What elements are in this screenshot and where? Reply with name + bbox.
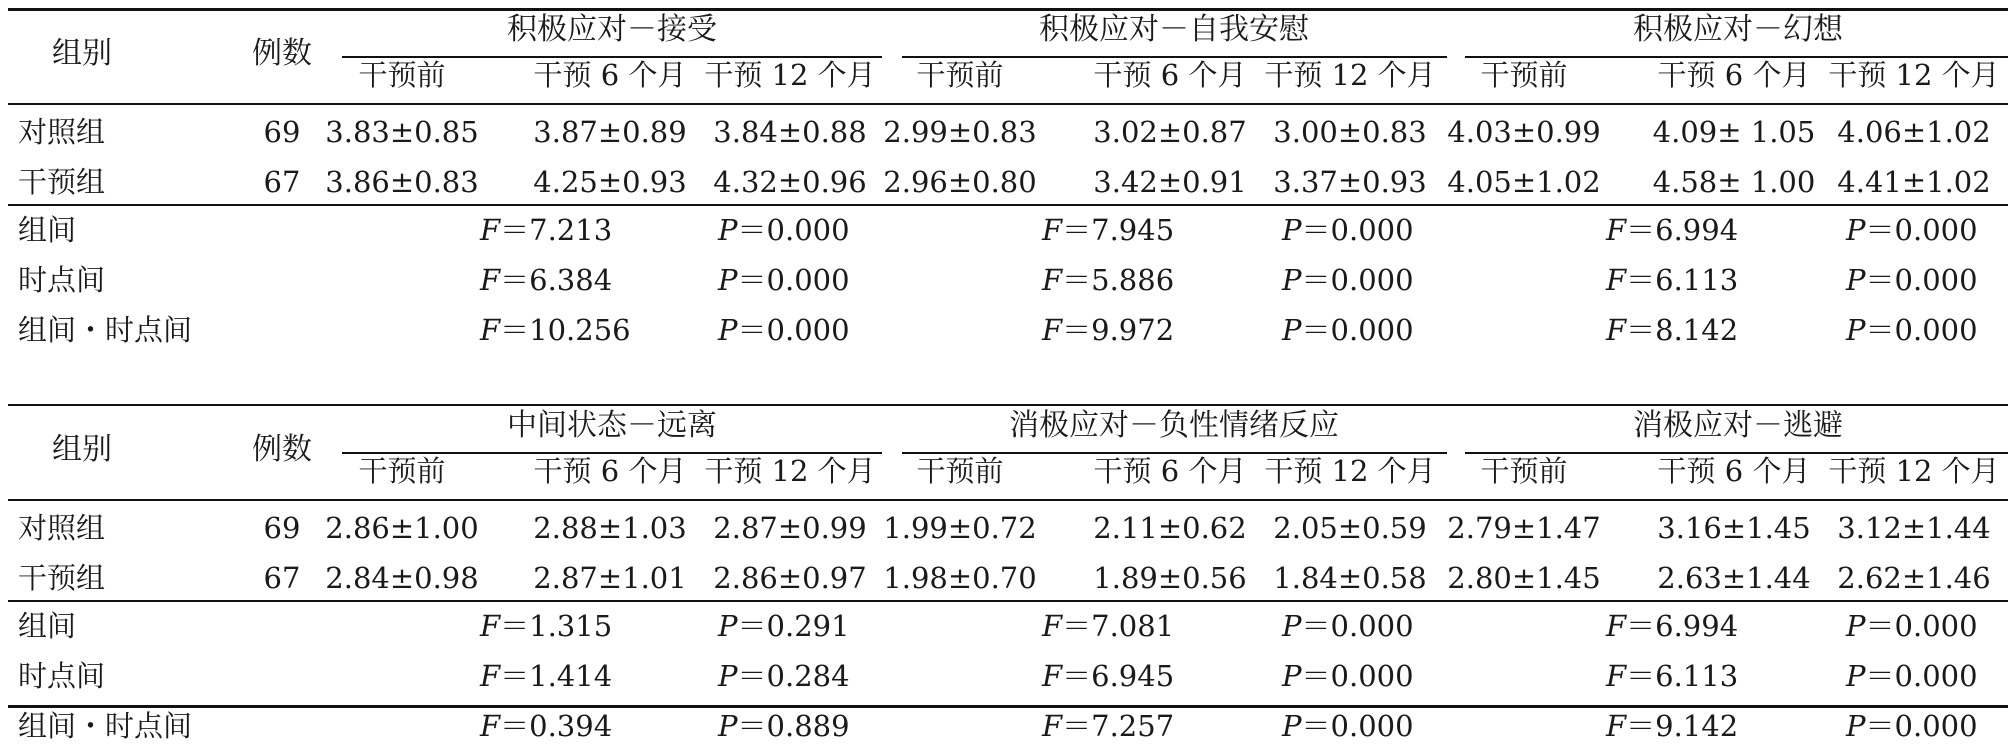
f-symbol: F — [480, 213, 501, 247]
f-symbol: F — [480, 609, 501, 643]
mean-sd-value: 3.00±0.83 — [1273, 115, 1427, 149]
p-value — [1846, 606, 1978, 646]
mean-sd-value: 3.42±0.91 — [1093, 165, 1247, 199]
time-point-label: 干预 12 个月 — [1828, 58, 2000, 92]
f-statistic — [1042, 310, 1174, 350]
f-symbol: F — [1042, 313, 1063, 347]
time-point-label: 干预前 — [916, 58, 1004, 92]
row-label: 干预组 — [18, 561, 106, 595]
equals-sign: ＝ — [1865, 659, 1895, 693]
f-statistic — [1606, 310, 1738, 350]
mean-sd-value: 3.16±1.45 — [1657, 511, 1811, 545]
p-value-number: 0.000 — [1330, 709, 1414, 743]
f-value: 9.972 — [1091, 313, 1175, 347]
time-point-label: 干预 6 个月 — [1093, 58, 1247, 92]
mean-sd-value: 3.86±0.83 — [325, 165, 479, 199]
p-symbol: P — [1846, 659, 1866, 693]
f-statistic — [1042, 656, 1174, 696]
p-symbol: P — [1282, 213, 1302, 247]
f-symbol: F — [480, 659, 501, 693]
f-statistic — [1606, 210, 1738, 250]
mean-sd-value: 2.87±1.01 — [533, 561, 687, 595]
stats-row-label: 组间 — [18, 609, 77, 643]
group-title: 消极应对－负性情绪反应 — [1009, 408, 1339, 443]
equals-sign: ＝ — [1301, 263, 1331, 297]
mean-sd-value: 2.88±1.03 — [533, 511, 687, 545]
p-symbol: P — [1282, 659, 1302, 693]
f-value: 6.994 — [1655, 609, 1739, 643]
f-symbol: F — [1042, 263, 1063, 297]
mean-sd-value: 2.86±1.00 — [325, 511, 479, 545]
equals-sign: ＝ — [1062, 709, 1092, 743]
mean-sd-value: 2.80±1.45 — [1447, 561, 1601, 595]
p-value — [1846, 210, 1978, 250]
equals-sign: ＝ — [1062, 263, 1092, 297]
mean-sd-value: 1.89±0.56 — [1093, 561, 1247, 595]
mean-sd-value: 2.62±1.46 — [1837, 561, 1991, 595]
equals-sign: ＝ — [737, 313, 767, 347]
f-value: 6.384 — [529, 263, 613, 297]
p-value-number: 0.889 — [766, 709, 850, 743]
f-symbol: F — [1606, 263, 1627, 297]
f-statistic — [1606, 706, 1738, 746]
column-header-group: 组别 — [52, 432, 112, 467]
f-value: 6.113 — [1655, 659, 1739, 693]
column-header-count: 例数 — [252, 36, 312, 71]
p-value — [1282, 260, 1414, 300]
p-symbol: P — [1846, 313, 1866, 347]
f-symbol: F — [1042, 709, 1063, 743]
f-value: 8.142 — [1655, 313, 1739, 347]
mean-sd-value: 2.99±0.83 — [883, 115, 1037, 149]
equals-sign: ＝ — [1301, 709, 1331, 743]
mean-sd-value: 4.25±0.93 — [533, 165, 687, 199]
p-value-number: 0.000 — [1330, 213, 1414, 247]
mean-sd-value: 2.96±0.80 — [883, 165, 1037, 199]
equals-sign: ＝ — [1062, 213, 1092, 247]
f-symbol: F — [1042, 609, 1063, 643]
mean-sd-value: 4.05±1.02 — [1447, 165, 1601, 199]
time-point-label: 干预 12 个月 — [1264, 454, 1436, 488]
p-value-number: 0.000 — [766, 213, 850, 247]
f-statistic — [480, 656, 612, 696]
p-symbol: P — [1282, 263, 1302, 297]
f-statistic — [480, 706, 612, 746]
p-symbol: P — [1282, 313, 1302, 347]
time-point-label: 干预前 — [358, 58, 446, 92]
p-symbol: P — [1846, 709, 1866, 743]
p-value — [718, 310, 850, 350]
equals-sign: ＝ — [1301, 313, 1331, 347]
mean-sd-value: 4.32±0.96 — [713, 165, 867, 199]
equals-sign: ＝ — [1062, 609, 1092, 643]
time-point-label: 干预 12 个月 — [1264, 58, 1436, 92]
equals-sign: ＝ — [1865, 313, 1895, 347]
f-value: 1.315 — [529, 609, 613, 643]
stats-top-rule — [8, 600, 2008, 602]
sample-size: 67 — [263, 165, 301, 199]
mean-sd-value: 3.02±0.87 — [1093, 115, 1247, 149]
mean-sd-value: 4.41±1.02 — [1837, 165, 1991, 199]
group-title: 积极应对－自我安慰 — [1039, 12, 1309, 47]
f-symbol: F — [1606, 709, 1627, 743]
f-statistic — [1606, 260, 1738, 300]
equals-sign: ＝ — [500, 263, 530, 297]
stats-row-label: 时点间 — [18, 659, 106, 693]
f-statistic — [1042, 260, 1174, 300]
header-bottom-rule — [8, 103, 2008, 105]
table-bottom-rule — [8, 705, 2008, 708]
mean-sd-value: 2.79±1.47 — [1447, 511, 1601, 545]
equals-sign: ＝ — [737, 213, 767, 247]
equals-sign: ＝ — [500, 659, 530, 693]
mean-sd-value: 3.12±1.44 — [1837, 511, 1991, 545]
stats-row-label: 组间・时点间 — [18, 709, 193, 743]
f-value: 7.081 — [1091, 609, 1175, 643]
p-value-number: 0.000 — [1330, 313, 1414, 347]
column-header-count: 例数 — [252, 432, 312, 467]
mean-sd-value: 4.06±1.02 — [1837, 115, 1991, 149]
time-point-label: 干预前 — [1480, 58, 1568, 92]
f-statistic — [1606, 656, 1738, 696]
mean-sd-value: 2.11±0.62 — [1093, 511, 1247, 545]
column-header-group: 组别 — [52, 36, 112, 71]
mean-sd-value: 3.37±0.93 — [1273, 165, 1427, 199]
group-title: 积极应对－接受 — [507, 12, 717, 47]
p-value-number: 0.000 — [1330, 609, 1414, 643]
p-symbol: P — [1846, 609, 1866, 643]
stats-row-label: 组间・时点间 — [18, 313, 193, 347]
p-value — [718, 706, 850, 746]
p-value-number: 0.284 — [766, 659, 850, 693]
equals-sign: ＝ — [1865, 609, 1895, 643]
p-value — [1282, 706, 1414, 746]
header-bottom-rule — [8, 499, 2008, 501]
mean-sd-value: 3.83±0.85 — [325, 115, 479, 149]
mean-sd-value: 2.63±1.44 — [1657, 561, 1811, 595]
equals-sign: ＝ — [1626, 609, 1656, 643]
mean-sd-value: 4.09± 1.05 — [1652, 115, 1816, 149]
f-symbol: F — [1606, 313, 1627, 347]
stats-top-rule — [8, 204, 2008, 206]
mean-sd-value: 1.98±0.70 — [883, 561, 1037, 595]
f-value: 1.414 — [529, 659, 613, 693]
f-symbol: F — [480, 263, 501, 297]
p-value — [1282, 656, 1414, 696]
f-symbol: F — [1606, 213, 1627, 247]
sample-size: 69 — [263, 115, 301, 149]
equals-sign: ＝ — [500, 313, 530, 347]
f-value: 9.142 — [1655, 709, 1739, 743]
time-point-label: 干预 6 个月 — [533, 58, 687, 92]
p-value — [1282, 606, 1414, 646]
time-point-label: 干预前 — [916, 454, 1004, 488]
p-symbol: P — [718, 213, 738, 247]
equals-sign: ＝ — [737, 609, 767, 643]
equals-sign: ＝ — [1626, 263, 1656, 297]
p-value-number: 0.000 — [1330, 659, 1414, 693]
row-label: 对照组 — [18, 511, 106, 545]
f-symbol: F — [1042, 659, 1063, 693]
f-symbol: F — [1606, 659, 1627, 693]
f-value: 0.394 — [529, 709, 613, 743]
equals-sign: ＝ — [1301, 609, 1331, 643]
equals-sign: ＝ — [737, 263, 767, 297]
p-value-number: 0.291 — [766, 609, 850, 643]
equals-sign: ＝ — [500, 609, 530, 643]
stats-row-label: 组间 — [18, 213, 77, 247]
equals-sign: ＝ — [1301, 659, 1331, 693]
f-statistic — [1042, 606, 1174, 646]
p-value — [718, 210, 850, 250]
f-value: 6.945 — [1091, 659, 1175, 693]
mean-sd-value: 2.05±0.59 — [1273, 511, 1427, 545]
p-value-number: 0.000 — [1894, 213, 1978, 247]
equals-sign: ＝ — [737, 659, 767, 693]
f-statistic — [480, 260, 612, 300]
equals-sign: ＝ — [1626, 213, 1656, 247]
equals-sign: ＝ — [1062, 313, 1092, 347]
mean-sd-value: 4.58± 1.00 — [1652, 165, 1816, 199]
f-value: 7.945 — [1091, 213, 1175, 247]
time-point-label: 干预前 — [358, 454, 446, 488]
f-statistic — [480, 310, 631, 350]
time-point-label: 干预 6 个月 — [1657, 58, 1811, 92]
mean-sd-value: 2.87±0.99 — [713, 511, 867, 545]
equals-sign: ＝ — [1062, 659, 1092, 693]
mean-sd-value: 3.87±0.89 — [533, 115, 687, 149]
time-point-label: 干预前 — [1480, 454, 1568, 488]
group-title: 积极应对－幻想 — [1633, 12, 1843, 47]
f-symbol: F — [480, 313, 501, 347]
p-value — [718, 656, 850, 696]
p-value-number: 0.000 — [1894, 709, 1978, 743]
equals-sign: ＝ — [1626, 659, 1656, 693]
p-symbol: P — [718, 263, 738, 297]
p-value — [1846, 260, 1978, 300]
p-value-number: 0.000 — [766, 313, 850, 347]
equals-sign: ＝ — [1626, 313, 1656, 347]
equals-sign: ＝ — [1865, 213, 1895, 247]
mean-sd-value: 3.84±0.88 — [713, 115, 867, 149]
mean-sd-value: 4.03±0.99 — [1447, 115, 1601, 149]
f-value: 6.994 — [1655, 213, 1739, 247]
equals-sign: ＝ — [500, 213, 530, 247]
p-value-number: 0.000 — [1894, 263, 1978, 297]
p-symbol: P — [1282, 709, 1302, 743]
f-value: 7.213 — [529, 213, 613, 247]
f-statistic — [1042, 706, 1174, 746]
p-symbol: P — [1282, 609, 1302, 643]
time-point-label: 干预 12 个月 — [1828, 454, 2000, 488]
f-statistic — [480, 606, 612, 646]
f-value: 6.113 — [1655, 263, 1739, 297]
p-value-number: 0.000 — [1894, 609, 1978, 643]
mean-sd-value: 1.99±0.72 — [883, 511, 1037, 545]
f-statistic — [1042, 210, 1174, 250]
f-value: 7.257 — [1091, 709, 1175, 743]
f-statistic — [480, 210, 612, 250]
mean-sd-value: 2.84±0.98 — [325, 561, 479, 595]
sample-size: 67 — [263, 561, 301, 595]
p-symbol: P — [718, 709, 738, 743]
time-point-label: 干预 12 个月 — [704, 58, 876, 92]
time-point-label: 干预 6 个月 — [1657, 454, 1811, 488]
mean-sd-value: 1.84±0.58 — [1273, 561, 1427, 595]
p-value-number: 0.000 — [766, 263, 850, 297]
row-label: 对照组 — [18, 115, 106, 149]
p-symbol: P — [718, 659, 738, 693]
p-symbol: P — [718, 313, 738, 347]
group-title: 中间状态－远离 — [507, 408, 717, 443]
f-statistic — [1606, 606, 1738, 646]
equals-sign: ＝ — [1626, 709, 1656, 743]
equals-sign: ＝ — [500, 709, 530, 743]
f-symbol: F — [1042, 213, 1063, 247]
f-value: 10.256 — [529, 313, 631, 347]
p-value — [1282, 310, 1414, 350]
p-value — [1846, 656, 1978, 696]
p-value-number: 0.000 — [1330, 263, 1414, 297]
equals-sign: ＝ — [1865, 263, 1895, 297]
p-symbol: P — [1846, 263, 1866, 297]
p-value — [718, 606, 850, 646]
f-symbol: F — [1606, 609, 1627, 643]
p-value — [718, 260, 850, 300]
time-point-label: 干预 12 个月 — [704, 454, 876, 488]
stats-row-label: 时点间 — [18, 263, 106, 297]
equals-sign: ＝ — [737, 709, 767, 743]
f-symbol: F — [480, 709, 501, 743]
p-value — [1846, 706, 1978, 746]
time-point-label: 干预 6 个月 — [533, 454, 687, 488]
p-value — [1282, 210, 1414, 250]
p-symbol: P — [718, 609, 738, 643]
p-value-number: 0.000 — [1894, 659, 1978, 693]
p-value — [1846, 310, 1978, 350]
mean-sd-value: 2.86±0.97 — [713, 561, 867, 595]
p-value-number: 0.000 — [1894, 313, 1978, 347]
equals-sign: ＝ — [1865, 709, 1895, 743]
time-point-label: 干预 6 个月 — [1093, 454, 1247, 488]
row-label: 干预组 — [18, 165, 106, 199]
p-symbol: P — [1846, 213, 1866, 247]
equals-sign: ＝ — [1301, 213, 1331, 247]
sample-size: 69 — [263, 511, 301, 545]
f-value: 5.886 — [1091, 263, 1175, 297]
group-title: 消极应对－逃避 — [1633, 408, 1843, 443]
